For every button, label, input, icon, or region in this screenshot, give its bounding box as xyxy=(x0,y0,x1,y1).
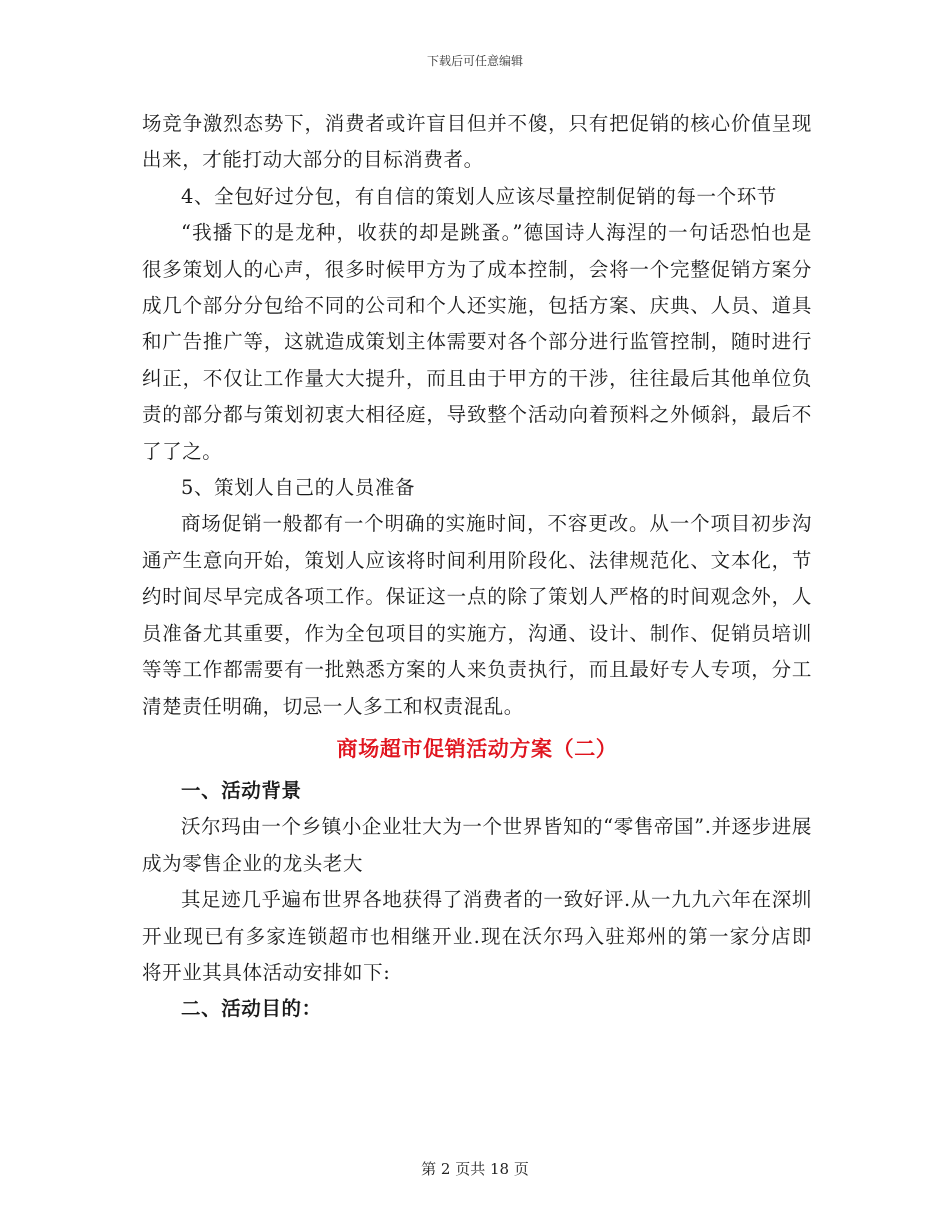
point-5-body: 商场促销一般都有一个明确的实施时间，不容更改。从一个项目初步沟通产生意向开始，策划人应该将时间利用阶段化、法律规范化、文本化，节约时间尽早完成各项工作。保证这一点的除了策划人严格的时间观念外，人员准备尤其重要，作为全包项目的实施方，沟通、设计、制作、促销员培训等等工作都需要有一批熟悉方案的人来负责执行，而且最好专人专项，分工清楚责任明确，切忌一人多工和权责混乱。 xyxy=(142,512,812,718)
background-para-1: 沃尔玛由一个乡镇小企业壮大为一个世界皆知的“零售帝国”.并逐步进展成为零售企业的龙头老大 xyxy=(142,815,812,875)
paragraph-continuation: 场竞争激烈态势下，消费者或许盲目但并不傻，只有把促销的核心价值呈现出来，才能打动大部分的目标消费者。 xyxy=(142,112,812,172)
background-para-2: 其足迹几乎遍布世界各地获得了消费者的一致好评.从一九九六年在深圳开业现已有多家连锁超市也相继开业.现在沃尔玛入驻郑州的第一家分店即将开业其具体活动安排如下: xyxy=(142,888,812,984)
page-footer: 第 2 页共 18 页 xyxy=(421,1160,529,1178)
document-body xyxy=(142,106,812,1028)
point-5-heading: 5、策划人自己的人员准备 xyxy=(181,476,416,500)
heading-purpose: 二、活动目的： xyxy=(181,997,322,1021)
section-title: 商场超市促销活动方案（二） xyxy=(336,735,618,761)
point-4-body: “我播下的是龙种，收获的却是跳蚤。”德国诗人海涅的一句话恐怕也是很多策划人的心声，很多时候甲方为了成本控制，会将一个完整促销方案分成几个部分分包给不同的公司和个人还实施，包括方案、庆典、人员、道具和广告推广等，这就造成策划主体需要对各个部分进行监管控制，随时进行纠正，不仅让工作量大大提升，而且由于甲方的干涉，往往最后其他单位负责的部分都与策划初衷大相径庭，导致整个活动向着预料之外倾斜，最后不了了之。 xyxy=(142,221,812,463)
point-4-heading: 4、全包好过分包，有自信的策划人应该尽量控制促销的每一个环节 xyxy=(181,184,777,208)
heading-background: 一、活动背景 xyxy=(181,778,302,802)
page-header: 下载后可任意编辑 xyxy=(426,54,523,68)
